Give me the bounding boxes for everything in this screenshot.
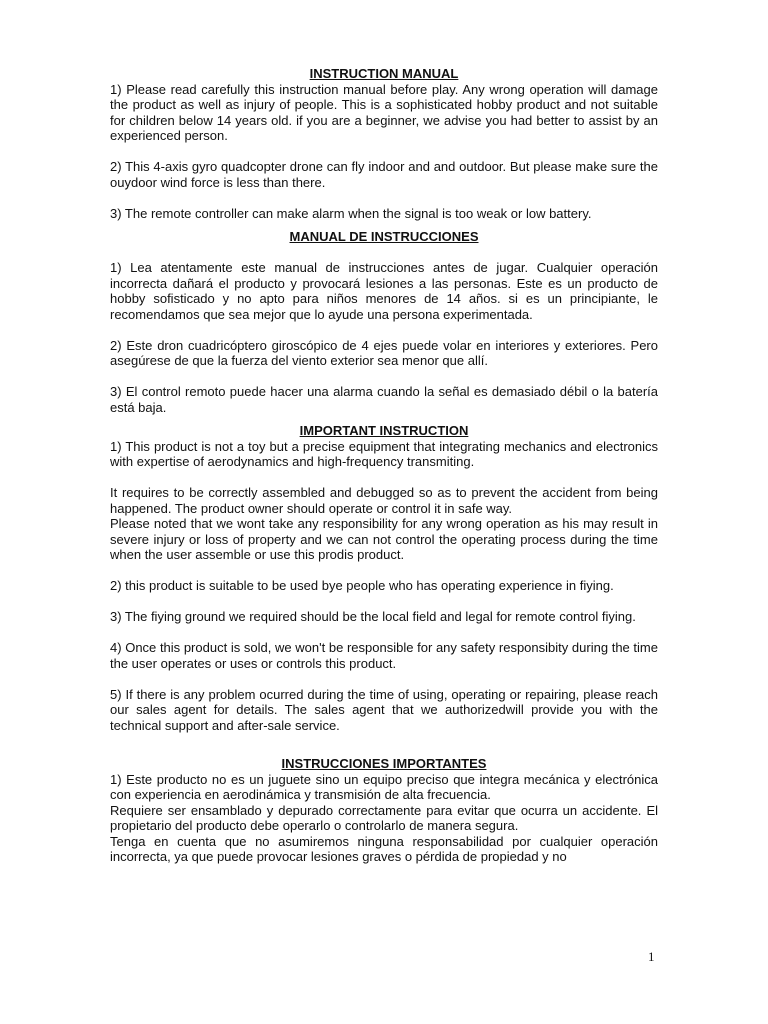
paragraph: 3) El control remoto puede hacer una alarma cuando la señal es demasiado débil o la batería está baja. xyxy=(110,384,658,415)
paragraph: 1) Lea atentamente este manual de instrucciones antes de jugar. Cualquier operación incorrecta dañará el producto y provocará lesiones a las personas. Este es un producto de hobby sofisticado y no apto para niños menores de 14 años. si es un principiante, le recomendamos que sea mejor que lo ayude una persona experimentada. xyxy=(110,260,658,322)
paragraph: 1) This product is not a toy but a precise equipment that integrating mechanics and electronics with expertise of aerodynamics and high-frequency transmiting. xyxy=(110,438,658,469)
paragraph: Tenga en cuenta que no asumiremos ninguna responsabilidad por cualquier operación incorrecta, ya que puede provocar lesiones graves o pérdida de propiedad y no xyxy=(110,833,658,864)
heading-instruction-manual: INSTRUCTION MANUAL xyxy=(309,66,459,81)
heading-manual-de-instrucciones: MANUAL DE INSTRUCCIONES xyxy=(289,229,479,244)
paragraph: 2) This 4-axis gyro quadcopter drone can fly indoor and and outdoor. But please make sure the ouydoor wind force is less than there. xyxy=(110,159,658,190)
paragraph: Requiere ser ensamblado y depurado correctamente para evitar que ocurra un accidente. El propietario del producto debe operarlo o controlarlo de manera segura. xyxy=(110,802,658,833)
paragraph: Please noted that we wont take any responsibility for any wrong operation as his may result in severe injury or loss of property and we can not control the operating process during the time when the user assemble or use this prodis product. xyxy=(110,516,658,562)
paragraph: It requires to be correctly assembled and debugged so as to prevent the accident from being happened. The product owner should operate or control it in safe way. xyxy=(110,485,658,516)
page-number: 1 xyxy=(648,949,655,964)
paragraph: 4) Once this product is sold, we won't be responsible for any safety responsibity during the time the user operates or uses or controls this product. xyxy=(110,640,658,671)
heading-instrucciones-importantes: INSTRUCCIONES IMPORTANTES xyxy=(281,756,487,771)
paragraph: 1) Please read carefully this instruction manual before play. Any wrong operation will damage the product as well as injury of people. This is a sophisticated hobby product and not suitable for children below 14 years old. if you are a beginner, we advise you had better to assist by an experienced person. xyxy=(110,81,658,143)
paragraph: 2) this product is suitable to be used bye people who has operating experience in fiying. xyxy=(110,578,614,593)
paragraph: 5) If there is any problem ocurred during the time of using, operating or repairing, please reach our sales agent for details. The sales agent that we authorizedwill provide you with the technical support and after-sale service. xyxy=(110,686,658,733)
paragraph: 3) The fiying ground we required should be the local field and legal for remote control fiying. xyxy=(110,609,636,624)
paragraph: 1) Este producto no es un juguete sino un equipo preciso que integra mecánica y electrónica con experiencia en aerodinámica y transmisión de alta frecuencia. xyxy=(110,771,658,802)
paragraph: 3) The remote controller can make alarm when the signal is too weak or low battery. xyxy=(110,205,592,221)
document-page xyxy=(110,66,658,865)
heading-important-instruction: IMPORTANT INSTRUCTION xyxy=(299,423,469,438)
paragraph: 2) Este dron cuadricóptero giroscópico de 4 ejes puede volar en interiores y exteriores. Pero asegúrese de que la fuerza del viento exterior sea menor que allí. xyxy=(110,337,658,368)
